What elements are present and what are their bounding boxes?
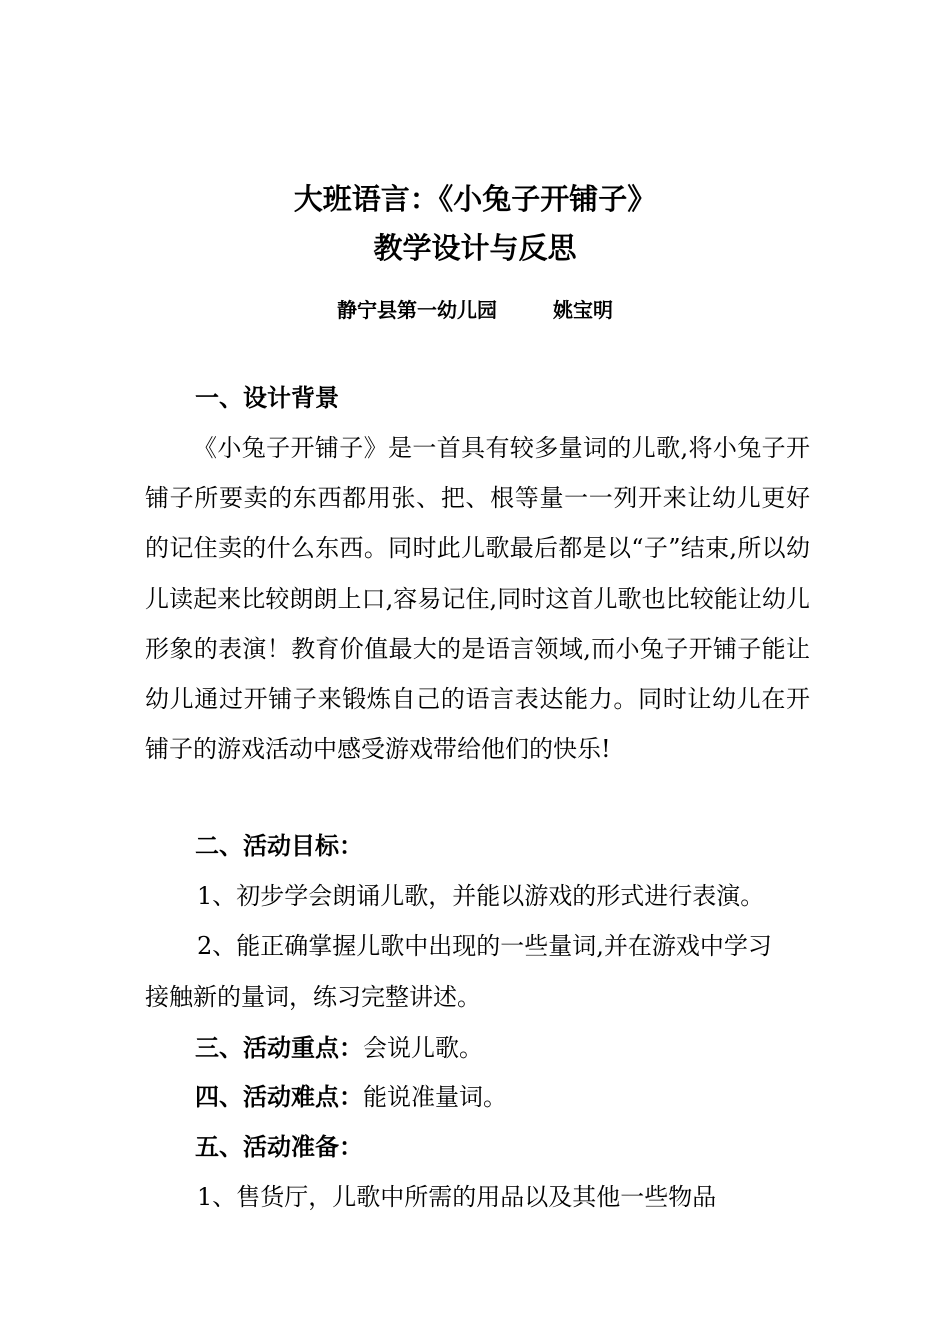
section-heading-activity-goals: 二、活动目标： [195,831,363,860]
author-line [0,296,950,324]
section-heading-design-background: 一、设计背景 [195,383,339,412]
section-heading-preparation: 五、活动准备： [195,1132,363,1161]
section-heading-key-point: 三、活动重点： [195,1033,363,1062]
goal-item-1: 1、初步学会朗诵儿歌，并能以游戏的形式进行表演。 [197,882,765,910]
section-body-design-background: 《小兔子开铺子》是一首具有较多量词的儿歌,将小兔子开铺子所要卖的东西都用张、把、根等量一一列开来让幼儿更好的记住卖的什么东西。同时此儿歌最后都是以“子”结束,所以幼儿读起来比较朗朗上口,容易记住,同时这首儿歌也比较能让幼儿形象的表演！教育价值最大的是语言领域,而小兔子开铺子能让幼儿通过开铺子来锻炼自己的语言表达能力。同时让幼儿在开铺子的游戏活动中感受游戏带给他们的快乐! [145,434,810,764]
preparation-item-1: 1、售货厅，儿歌中所需的用品以及其他一些物品 [197,1183,717,1211]
goal-item-2-line-2: 接触新的量词，练习完整讲述。 [145,983,481,1011]
difficulty-text: 能说准量词。 [363,1083,507,1111]
goal-item-2-line-1: 2、能正确掌握儿歌中出现的一些量词,并在游戏中学习 [197,932,772,960]
author-organization: 静宁县第一幼儿园 [337,298,497,322]
document-title: 大班语言：《小兔子开铺子》 [293,182,657,216]
section-difficulty [195,1080,507,1114]
key-point-text: 会说儿歌。 [363,1034,483,1062]
section-heading-difficulty: 四、活动难点： [195,1082,363,1111]
author-name: 姚宝明 [553,298,613,322]
document-subtitle: 教学设计与反思 [373,231,577,265]
section-key-point [195,1031,483,1065]
